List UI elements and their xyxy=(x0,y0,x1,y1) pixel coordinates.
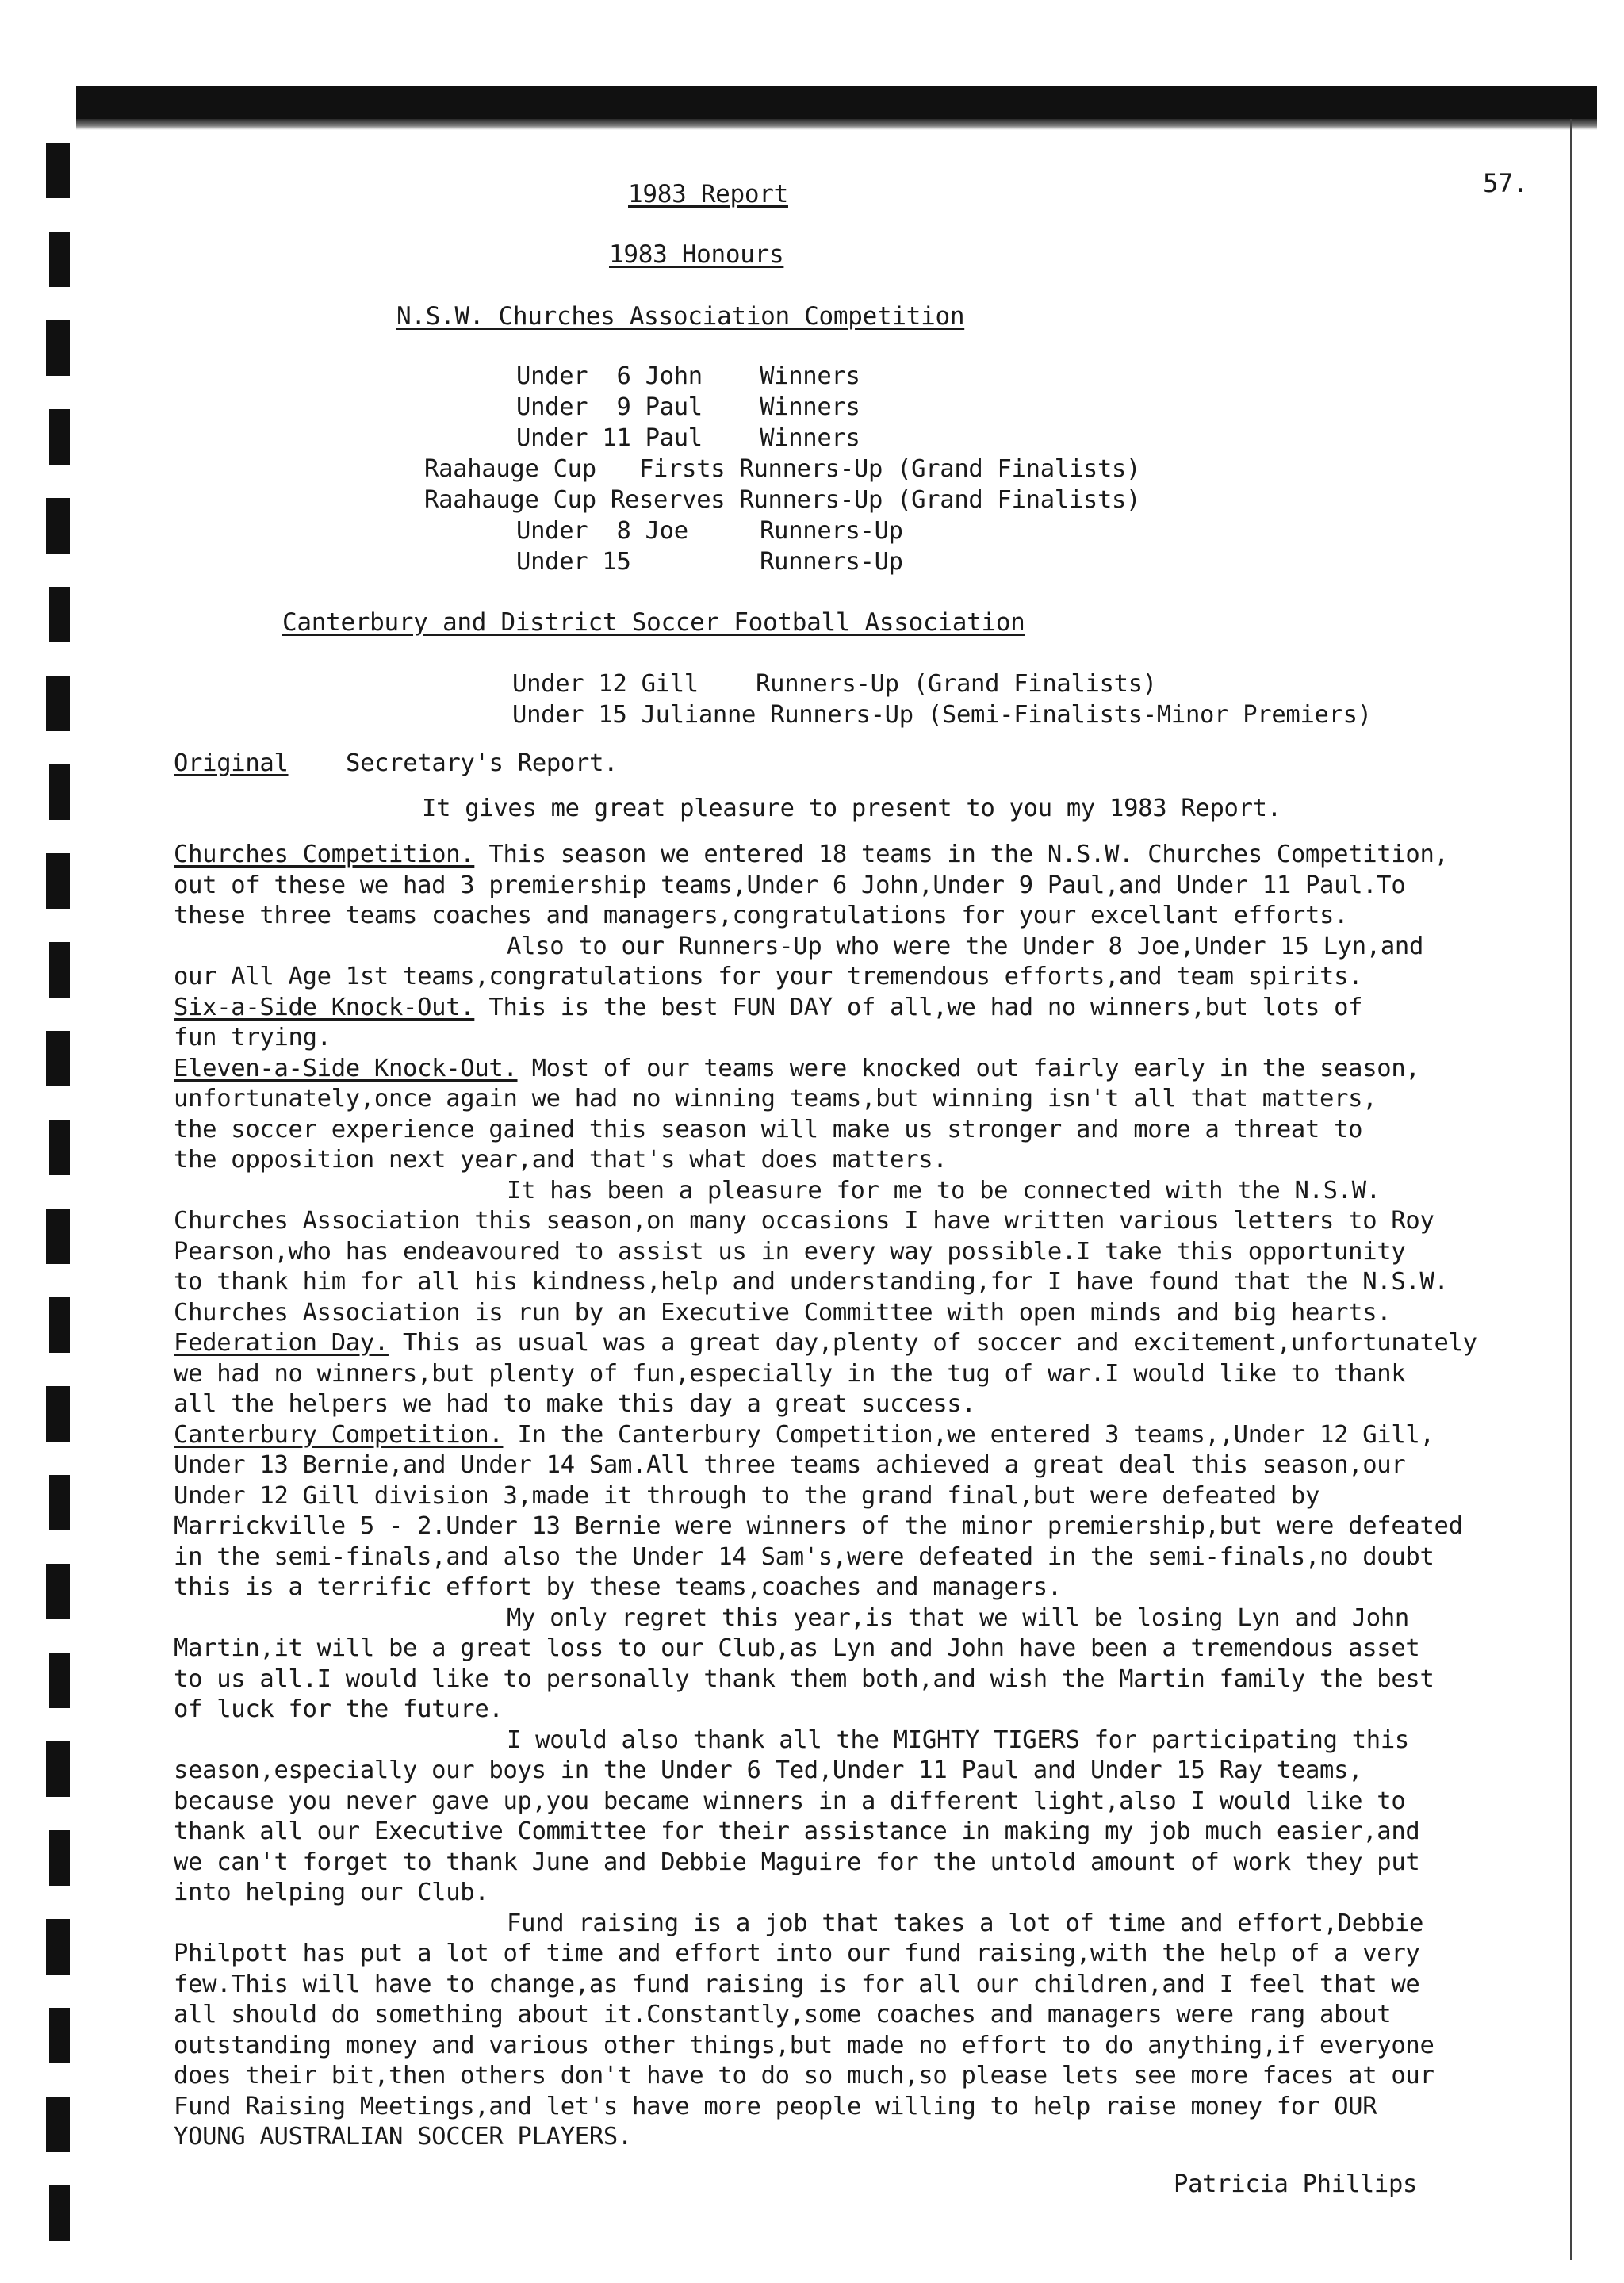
honours-title: 1983 Honours xyxy=(609,240,784,269)
line-text: does their bit,then others don't have to do so much,so please lets see more faces at our xyxy=(174,2062,1434,2090)
line-text: our All Age 1st teams,congratulations for your tremendous efforts,and team spirits. xyxy=(174,963,1363,990)
page-number: 57. xyxy=(1483,168,1528,198)
line-text: fun trying. xyxy=(174,1024,331,1051)
line-text: Under 12 Gill division 3,made it through to the grand final,but were defeated by xyxy=(174,1481,1320,1510)
nsw-row: Under 9 Paul Winners xyxy=(516,393,860,421)
report-line xyxy=(174,1877,488,1908)
nsw-heading: N.S.W. Churches Association Competition xyxy=(396,302,965,331)
report-line xyxy=(174,1694,503,1725)
report-intro: It gives me great pleasure to present to you my 1983 Report. xyxy=(422,795,1281,822)
line-text: Under 13 Bernie,and Under 14 Sam.All three teams achieved a great deal this season,our xyxy=(174,1451,1406,1479)
report-line xyxy=(507,1603,1409,1634)
line-text: to us all.I would like to personally thank them both,and wish the Martin family the best xyxy=(174,1664,1434,1693)
report-line xyxy=(174,839,1449,870)
line-text: this is a terrific effort by these teams,coaches and managers. xyxy=(174,1573,1062,1601)
line-text: YOUNG AUSTRALIAN SOCCER PLAYERS. xyxy=(174,2123,633,2151)
original-label: Original xyxy=(174,749,289,777)
line-text: Pearson,who has endeavoured to assist us in every way possible.I take this opportunity xyxy=(174,1237,1406,1266)
report-line xyxy=(174,1389,976,1419)
line-text: unfortunately,once again we had no winning teams,but winning isn't all that matters, xyxy=(174,1085,1377,1113)
report-line xyxy=(174,1450,1405,1481)
report-line xyxy=(174,1786,1405,1817)
section-heading: Federation Day. xyxy=(174,1329,389,1357)
line-text: season,especially our boys in the Under 6 Ted,Under 11 Paul and Under 15 Ray teams, xyxy=(174,1756,1363,1784)
line-text: Churches Association is run by an Executive Committee with open minds and big hearts. xyxy=(174,1298,1392,1327)
report-line xyxy=(174,1816,1419,1847)
binder-holes xyxy=(46,143,84,2274)
secretary-report-title: Secretary's Report. xyxy=(346,749,619,777)
line-text: Fund raising is a job that takes a lot of time and effort,Debbie xyxy=(507,1909,1424,1937)
nsw-row: Under 11 Paul Winners xyxy=(516,424,860,452)
line-text: thank all our Executive Committee for their assistance in making my job much easier,and xyxy=(174,1818,1420,1845)
report-line xyxy=(174,1022,331,1053)
line-text: because you never gave up,you became winners in a different light,also I would like to xyxy=(174,1787,1406,1815)
line-text: we had no winners,but plenty of fun,especially in the tug of war.I would like to thank xyxy=(174,1359,1406,1388)
line-text: to thank him for all his kindness,help and understanding,for I have found that the N.S.W. xyxy=(174,1268,1449,1296)
report-line xyxy=(174,1969,1419,2000)
nsw-row: Under 15 Runners-Up xyxy=(516,548,903,576)
report-line xyxy=(174,961,1362,992)
report-line xyxy=(174,1205,1434,1236)
report-line xyxy=(174,1297,1391,1328)
section-heading: Churches Competition. xyxy=(174,841,475,868)
report-line xyxy=(174,1542,1434,1572)
report-line xyxy=(174,1481,1320,1511)
report-line xyxy=(174,1633,1419,1664)
line-text: we can't forget to thank June and Debbie Maguire for the untold amount of work they put xyxy=(174,1848,1420,1876)
section-heading: Eleven-a-Side Knock-Out. xyxy=(174,1054,518,1082)
line-text: Churches Association this season,on many occasions I have written various letters to Roy xyxy=(174,1207,1434,1235)
line-text: the opposition next year,and that's what does matters. xyxy=(174,1146,948,1174)
line-text: all the helpers we had to make this day a great success. xyxy=(174,1390,976,1418)
report-line xyxy=(174,900,1348,931)
report-line xyxy=(174,2030,1434,2061)
report-line xyxy=(174,1266,1449,1297)
report-line xyxy=(174,1755,1362,1786)
report-line xyxy=(174,1236,1405,1267)
report-line xyxy=(507,1908,1423,1939)
line-text: It has been a pleasure for me to be connected with the N.S.W. xyxy=(507,1176,1381,1205)
line-text: Fund Raising Meetings,and let's have more people willing to help raise money for OUR xyxy=(174,2092,1377,2120)
line-text: Philpott has put a lot of time and effort into our fund raising,with the help of a very xyxy=(174,1940,1420,1967)
report-line xyxy=(507,1725,1409,1756)
line-text: This as usual was a great day,plenty of soccer and excitement,unfortunately xyxy=(388,1329,1477,1357)
line-text: My only regret this year,is that we will be losing Lyn and John xyxy=(507,1603,1409,1632)
canterbury-heading: Canterbury and District Soccer Football Association xyxy=(282,608,1025,637)
scan-top-border xyxy=(76,86,1597,119)
line-text: This is the best FUN DAY of all,we had no winners,but lots of xyxy=(474,993,1363,1021)
report-line xyxy=(174,2091,1377,2122)
nsw-row: Raahauge Cup Reserves Runners-Up (Grand Finalists) xyxy=(424,486,1141,514)
report-line xyxy=(174,1511,1463,1542)
report-line xyxy=(174,1572,1062,1603)
line-text: all should do something about it.Constantly,some coaches and managers were rang about xyxy=(174,2001,1392,2028)
canterbury-row: Under 12 Gill Runners-Up (Grand Finalists) xyxy=(512,670,1157,698)
line-text: outstanding money and various other things,but made no effort to do anything,if everyone xyxy=(174,2031,1434,2059)
line-text: out of these we had 3 premiership teams,Under 6 John,Under 9 Paul,and Under 11 Paul.To xyxy=(174,871,1406,899)
report-line xyxy=(174,1419,1434,1450)
report-line xyxy=(174,1144,947,1175)
report-line xyxy=(174,1327,1477,1358)
line-text: into helping our Club. xyxy=(174,1879,489,1906)
line-text: Also to our Runners-Up who were the Under 8 Joe,Under 15 Lyn,and xyxy=(507,932,1424,960)
nsw-row: Under 8 Joe Runners-Up xyxy=(516,517,903,545)
report-line xyxy=(174,1847,1419,1878)
line-text: Marrickville 5 - 2.Under 13 Bernie were winners of the minor premiership,but were defeated xyxy=(174,1512,1463,1540)
line-text: the soccer experience gained this season will make us stronger and more a threat to xyxy=(174,1115,1363,1143)
scan-top-shadow xyxy=(76,119,1597,130)
nsw-row: Raahauge Cup Firsts Runners-Up (Grand Finalists) xyxy=(424,455,1141,483)
report-line xyxy=(174,1938,1419,1969)
report-line xyxy=(174,1999,1391,2030)
report-line xyxy=(174,870,1405,901)
report-line xyxy=(174,1358,1405,1389)
report-line xyxy=(174,992,1362,1023)
report-line xyxy=(174,2121,632,2152)
line-text: in the semi-finals,and also the Under 14 Sam's,were defeated in the semi-finals,no doubt xyxy=(174,1542,1434,1571)
line-text: of luck for the future. xyxy=(174,1695,504,1723)
section-heading: Six-a-Side Knock-Out. xyxy=(174,993,475,1021)
report-line xyxy=(174,1114,1362,1145)
signature: Patricia Phillips xyxy=(1174,2170,1418,2198)
nsw-row: Under 6 John Winners xyxy=(516,362,860,390)
line-text: few.This will have to change,as fund raising is for all our children,and I feel that we xyxy=(174,1970,1420,1998)
section-heading: Canterbury Competition. xyxy=(174,1420,504,1449)
line-text: these three teams coaches and managers,congratulations for your excellant efforts. xyxy=(174,902,1349,929)
report-line xyxy=(174,1053,1419,1084)
scan-right-edge xyxy=(1570,119,1572,2260)
report-line xyxy=(174,2060,1434,2091)
line-text: Martin,it will be a great loss to our Club,as Lyn and John have been a tremendous asset xyxy=(174,1634,1420,1662)
line-text: This season we entered 18 teams in the N.S.W. Churches Competition, xyxy=(474,841,1449,868)
line-text: I would also thank all the MIGHTY TIGERS for participating this xyxy=(507,1726,1409,1754)
line-text: Most of our teams were knocked out fairly early in the season, xyxy=(517,1054,1420,1082)
canterbury-row: Under 15 Julianne Runners-Up (Semi-Finalists-Minor Premiers) xyxy=(512,701,1372,729)
report-line xyxy=(507,931,1423,962)
line-text: In the Canterbury Competition,we entered 3 teams,,Under 12 Gill, xyxy=(503,1420,1434,1449)
report-line xyxy=(174,1664,1434,1695)
report-title: 1983 Report xyxy=(628,180,788,209)
report-line xyxy=(174,1083,1377,1114)
report-line xyxy=(507,1175,1381,1206)
